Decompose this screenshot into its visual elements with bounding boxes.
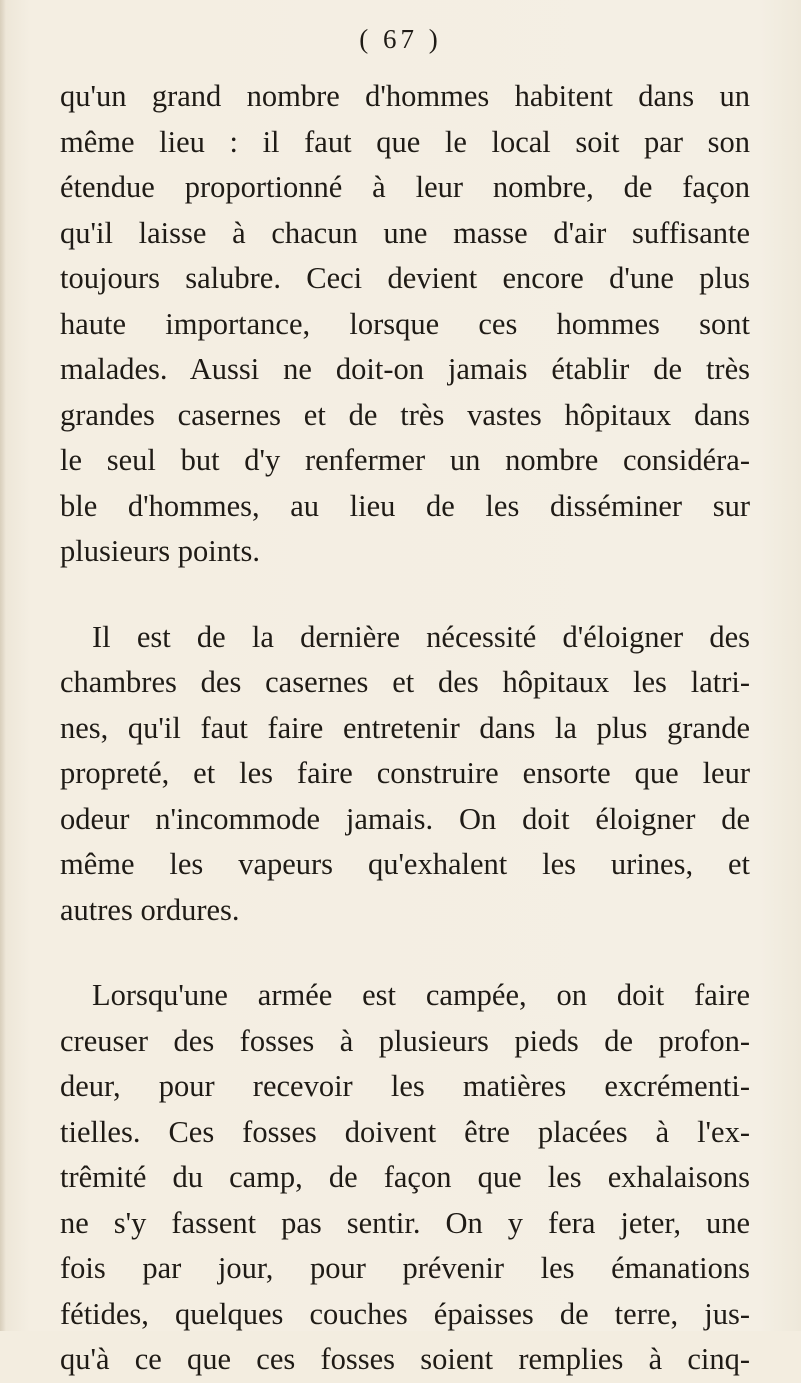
body-text: [60, 74, 750, 1383]
text-line: le seul but d'y renfermer un nombre considéra-: [60, 443, 750, 477]
text-line: ne s'y fassent pas sentir. On y fera jeter, une: [60, 1205, 750, 1240]
text-line: fois par jour, pour prévenir les émanations: [60, 1251, 750, 1285]
paragraph-1: [60, 74, 750, 575]
text-line: même lieu : il faut que le local soit par son: [60, 124, 750, 159]
text-line: tielles. Ces fosses doivent être placées à l'ex-: [60, 1114, 750, 1149]
text-line: haute importance, lorsque ces hommes sont: [60, 306, 750, 341]
text-line: plusieurs points.: [60, 534, 260, 568]
text-line: qu'il laisse à chacun une masse d'air suffisante: [60, 215, 750, 250]
text-line: chambres des casernes et des hôpitaux les latri-: [60, 665, 750, 699]
text-line: toujours salubre. Ceci devient encore d'une plus: [60, 261, 750, 295]
text-line: même les vapeurs qu'exhalent les urines, et: [60, 847, 750, 881]
page-number: ( 67 ): [359, 24, 442, 54]
text-line: qu'à ce que ces fosses soient remplies à cinq-: [60, 1342, 750, 1376]
text-line: qu'un grand nombre d'hommes habitent dans un: [60, 79, 750, 113]
paragraph-2: [60, 615, 750, 934]
text-line: propreté, et les faire construire ensorte que leur: [60, 756, 750, 790]
text-line: autres ordures.: [60, 892, 240, 927]
text-line: deur, pour recevoir les matières excrémenti-: [60, 1069, 750, 1103]
text-line: grandes casernes et de très vastes hôpitaux dans: [60, 397, 750, 432]
text-line: creuser des fosses à plusieurs pieds de profon-: [60, 1023, 750, 1058]
text-line: fétides, quelques couches épaisses de terre, jus-: [60, 1296, 750, 1331]
text-line: trêmité du camp, de façon que les exhalaisons: [60, 1160, 750, 1194]
text-line: étendue proportionné à leur nombre, de façon: [60, 170, 750, 204]
text-line: odeur n'incommode jamais. On doit éloigner de: [60, 801, 750, 836]
text-line: ble d'hommes, au lieu de les disséminer sur: [60, 488, 750, 523]
text-line: Il est de la dernière nécessité d'éloigner des: [92, 619, 750, 654]
text-line: nes, qu'il faut faire entretenir dans la plus grande: [60, 710, 750, 745]
page-edge-shadow: [0, 0, 6, 1331]
text-line: Lorsqu'une armée est campée, on doit faire: [92, 978, 750, 1012]
text-line: malades. Aussi ne doit-on jamais établir de très: [60, 352, 750, 386]
paragraph-3: [60, 973, 750, 1383]
